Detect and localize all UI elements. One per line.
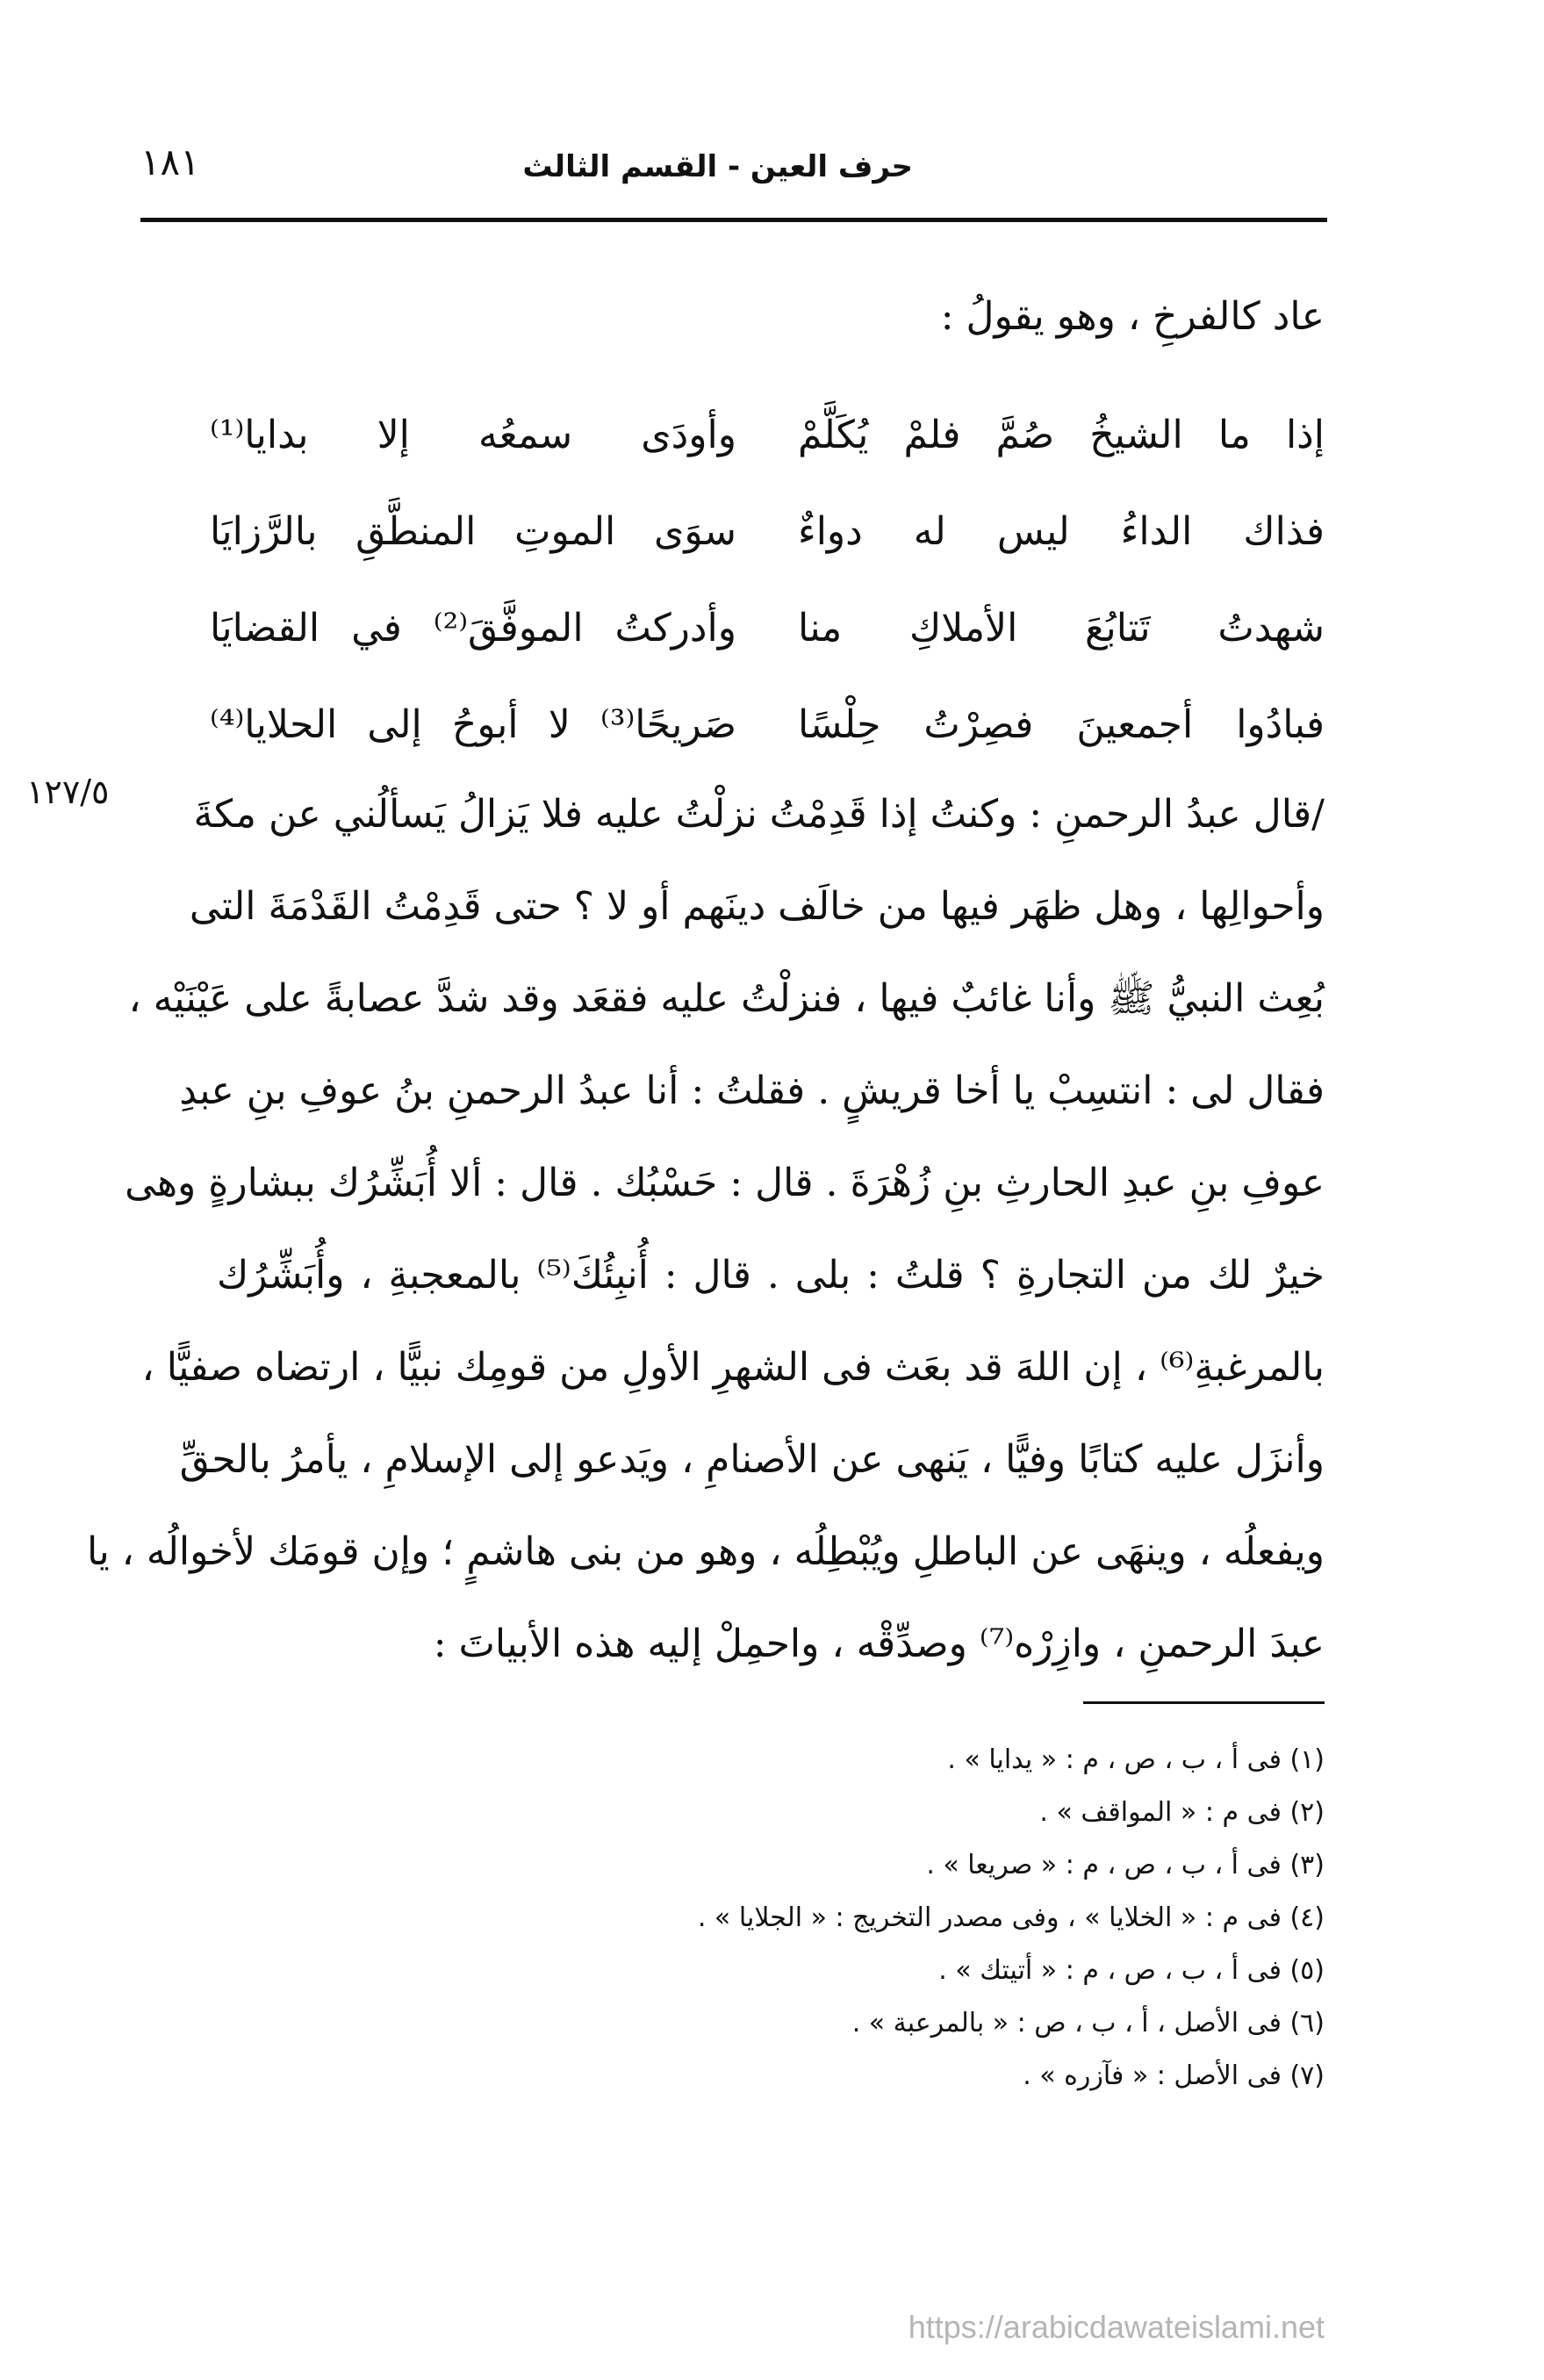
verse-first-half: فبادُوا أجمعينَ فصِرْتُ حِلْسًا [798, 701, 1325, 747]
prose-paragraph [87, 768, 1325, 1690]
footnote-divider [1083, 1701, 1325, 1704]
footnote: (٥) فى أ ، ب ، ص ، م : « أتيتك » . [938, 1955, 1325, 1986]
prose-line: بالمرغبةِ⁽⁶⁾ ، إن اللهَ قد بعَث فى الشهرِ الأولِ من قومِك نبيًّا ، ارتضاه صفيًّا ، [141, 1345, 1325, 1390]
prose-line: خيرٌ لك من التجارةِ ؟ قلتُ : بلى . قال : أُنبِئُكَ⁽⁵⁾ بالمعجبةِ ، وأُبَشِّرُك [217, 1253, 1325, 1298]
running-header [140, 132, 1334, 211]
verse-second-half: وأودَى سمعُه إلا بدايا⁽¹⁾ [210, 412, 736, 457]
verse-first-half: إذا ما الشيخُ صُمَّ فلمْ يُكَلَّمْ [798, 412, 1325, 457]
footnote: (٧) فى الأصل : « فآزره » . [1023, 2060, 1325, 2091]
page-number: ١٨١ [140, 140, 200, 183]
footnote: (٦) فى الأصل ، أ ، ب ، ص : « بالمرعبة » . [851, 2008, 1325, 2038]
footnote: (١) فى أ ، ب ، ص ، م : « يدايا » . [947, 1744, 1325, 1775]
prose-line: وأحوالِها ، وهل ظهَر فيها من خالَف دينَهم أو لا ؟ حتى قَدِمْتُ القَدْمَةَ التى [189, 884, 1325, 929]
margin-reference: ١٢٧/٥ [26, 773, 110, 811]
footnote: (٢) فى م : « المواقف » . [1039, 1797, 1325, 1828]
verse-second-half: صَريحًا⁽³⁾ لا أبوحُ إلى الحلايا⁽⁴⁾ [210, 701, 736, 747]
prose-line: وأنزَل عليه كتابًا وفيًّا ، يَنهى عن الأصنامِ ، ويَدعو إلى الإسلامِ ، يأمرُ بالحقِّ [179, 1437, 1325, 1482]
footnote: (٤) فى م : « الخلايا » ، وفى مصدر التخريج : « الجلايا » . [697, 1902, 1325, 1933]
poem-verse [210, 386, 1325, 483]
prose-line: ويفعلُه ، وينهَى عن الباطلِ ويُبْطِلُه ، وهو من بنى هاشمٍ ؛ وإن قومَك لأخوالُه ، يا [87, 1529, 1325, 1574]
intro-line: عاد كالفرخِ ، وهو يقولُ : [940, 294, 1325, 339]
poem-verse [210, 579, 1325, 676]
prose-line: عبدَ الرحمنِ ، وازِرْه⁽⁷⁾ وصدِّقْه ، واحمِلْ إليه هذه الأبياتَ : [433, 1621, 1325, 1666]
prose-line: فقال لى : انتسِبْ يا أخا قريشٍ . فقلتُ : أنا عبدُ الرحمنِ بنُ عوفِ بنِ عبدِ [179, 1068, 1325, 1113]
watermark-url: https://arabicdawateislami.net [908, 2309, 1325, 2345]
verse-first-half: فذاك الداءُ ليس له دواءٌ [798, 508, 1325, 554]
header-title: حرف العين - القسم الثالث [522, 149, 913, 184]
verse-second-half: سوَى الموتِ المنطَّقِ بالرَّزايَا [210, 508, 736, 554]
poem-verse [210, 483, 1325, 579]
verse-second-half: وأدركتُ الموفَّقَ⁽²⁾ في القضايَا [210, 605, 736, 651]
prose-line: عوفِ بنِ عبدِ الحارثِ بنِ زُهْرَةَ . قال : حَسْبُك . قال : ألا أُبَشِّرُك ببشارةٍ وهى [125, 1161, 1325, 1205]
footnotes [359, 1734, 1325, 2103]
verse-first-half: شهدتُ تَتابُعَ الأملاكِ منا [798, 605, 1325, 651]
poem-verse [210, 676, 1325, 773]
footnote: (٣) فى أ ، ب ، ص ، م : « صريعا » . [926, 1850, 1325, 1880]
prose-line: بُعِث النبيُّ ﷺ وأنا غائبٌ فيها ، فنزلْتُ عليه فقعَد وقد شدَّ عصابةً على عَيْنَيْه ، [128, 976, 1325, 1021]
poem [210, 386, 1325, 773]
prose-line: /قال عبدُ الرحمنِ : وكنتُ إذا قَدِمْتُ نزلْتُ عليه فلا يَزالُ يَسألُني عن مكةَ [193, 792, 1325, 837]
header-divider [140, 218, 1327, 222]
